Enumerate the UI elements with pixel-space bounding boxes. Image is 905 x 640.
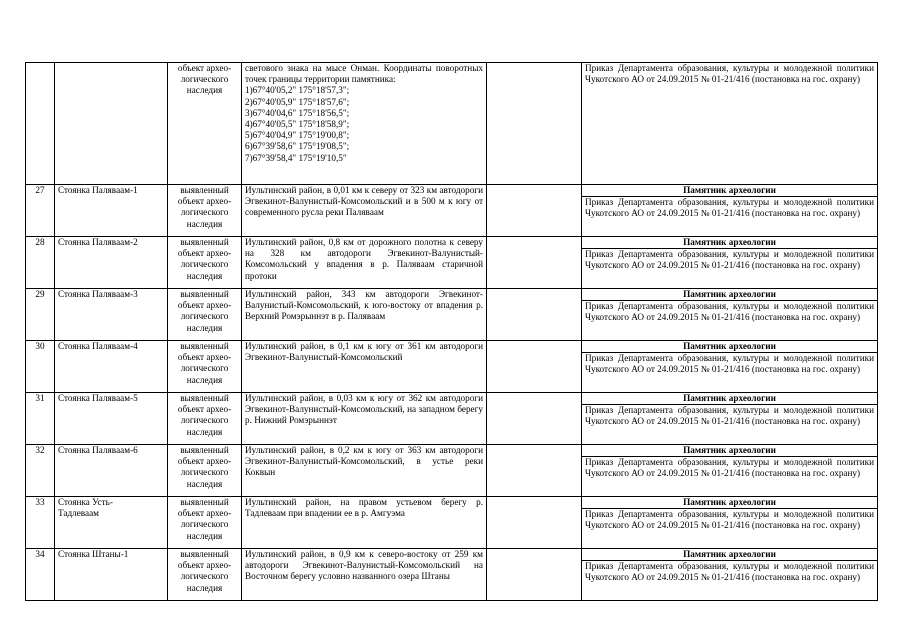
row-name: Стоянка Палявaам-1 <box>55 185 168 237</box>
row-category-cell: объект архео- логического наследия <box>168 63 242 185</box>
row-document <box>582 341 878 393</box>
monuments-table <box>25 62 878 601</box>
row-document-text: Приказ Департамента образования, культуры и молодежной политики Чукотского АО от 24.09.2015 № 01-21/416 (постановка на гос. охрану) <box>585 249 874 271</box>
row-number-cell <box>26 63 55 185</box>
table-row <box>26 393 878 445</box>
row-category: выявленный объект архео- логического наследия <box>168 289 242 341</box>
table-row <box>26 289 878 341</box>
row-name: Стоянка Палявaам-2 <box>55 237 168 289</box>
row-empty-cell <box>487 549 582 601</box>
row-name: Стоянка Штаны-1 <box>55 549 168 601</box>
row-category: выявленный объект архео- логического наследия <box>168 237 242 289</box>
row-number: 31 <box>26 393 55 445</box>
row-document-heading: Памятник археологии <box>582 393 877 405</box>
row-document <box>582 393 878 445</box>
table-row <box>26 185 878 237</box>
row-document-heading: Памятник археологии <box>582 185 877 197</box>
row-location-cell: светового знака на мысе Онман. Координаты поворотных точек границы территории памятника: 1)67°40'05,2" 175°18'57,3"; 2)67°40'05,9" 175°18'57,6"; 3)67°40'04,6" 175°18'56,5"; 4)67°40'05,5" 175°18'58,9"; 5)67°40'04,9" 175°19'00,8"; 6)67°39'58,6" 175°19'08,5"; 7)67°39'58,4" 175°19'10,5" <box>242 63 487 185</box>
row-number: 30 <box>26 341 55 393</box>
row-document <box>582 237 878 289</box>
table-row <box>26 341 878 393</box>
row-number: 27 <box>26 185 55 237</box>
row-category: выявленный объект архео- логического наследия <box>168 393 242 445</box>
table-row <box>26 237 878 289</box>
row-location: Иультинский район, в 0,1 км к югу от 361 км автодороги Эгвекинот-Валунистый-Комсомольский <box>242 341 487 393</box>
row-document-cell: Приказ Департамента образования, культуры и молодежной политики Чукотского АО от 24.09.2015 № 01-21/416 (постановка на гос. охрану) <box>582 63 878 185</box>
row-empty-cell <box>487 237 582 289</box>
row-empty-cell <box>487 393 582 445</box>
row-category: выявленный объект архео- логического наследия <box>168 549 242 601</box>
row-document-text: Приказ Департамента образования, культуры и молодежной политики Чукотского АО от 24.09.2015 № 01-21/416 (постановка на гос. охрану) <box>585 301 874 323</box>
row-location: Иультинский район, 343 км автодороги Эгвекинот-Валунистый-Комсомольский, к юго-востоку от впадения р. Верхний Ромэрыннэт в р. Палявaам <box>242 289 487 341</box>
row-document <box>582 185 878 237</box>
row-document <box>582 289 878 341</box>
row-category: выявленный объект архео- логического наследия <box>168 445 242 497</box>
table-row <box>26 549 878 601</box>
row-location: Иультинский район, в 0,03 км к югу от 362 км автодороги Эгвекинот-Валунистый-Комсомольский, на западном берегу р. Нижний Ромэрыннэт <box>242 393 487 445</box>
row-number: 28 <box>26 237 55 289</box>
row-empty-cell <box>487 497 582 549</box>
row-document <box>582 497 878 549</box>
row-name: Стоянка Усть- Тадлеваам <box>55 497 168 549</box>
row-category: выявленный объект архео- логического наследия <box>168 341 242 393</box>
row-document-text: Приказ Департамента образования, культуры и молодежной политики Чукотского АО от 24.09.2015 № 01-21/416 (постановка на гос. охрану) <box>585 509 874 531</box>
row-document-text: Приказ Департамента образования, культуры и молодежной политики Чукотского АО от 24.09.2015 № 01-21/416 (постановка на гос. охрану) <box>585 405 874 427</box>
row-document-heading: Памятник археологии <box>582 341 877 353</box>
row-document-text: Приказ Департамента образования, культуры и молодежной политики Чукотского АО от 24.09.2015 № 01-21/416 (постановка на гос. охрану) <box>585 561 874 583</box>
row-name: Стоянка Палявaам-3 <box>55 289 168 341</box>
row-empty-cell <box>487 185 582 237</box>
row-document-heading: Памятник археологии <box>582 289 877 301</box>
row-document <box>582 549 878 601</box>
row-location: Иультинский район, в 0,2 км к югу от 363 км автодороги Эгвекинот-Валунистый-Комсомольский, в устье реки Коквын <box>242 445 487 497</box>
row-empty-cell <box>487 445 582 497</box>
table-row-continued <box>26 63 878 185</box>
row-location: Иультинский район, 0,8 км от дорожного полотна к северу на 328 км автодороги Эгвекинот-Валунистый-Комсомольский у впадения в р. Палявaам старичной протоки <box>242 237 487 289</box>
row-empty-cell <box>487 63 582 185</box>
row-category: выявленный объект архео- логического наследия <box>168 497 242 549</box>
row-document-text: Приказ Департамента образования, культуры и молодежной политики Чукотского АО от 24.09.2015 № 01-21/416 (постановка на гос. охрану) <box>585 197 874 219</box>
row-document-heading: Памятник археологии <box>582 549 877 561</box>
row-number: 32 <box>26 445 55 497</box>
row-name-cell <box>55 63 168 185</box>
row-document-text: Приказ Департамента образования, культуры и молодежной политики Чукотского АО от 24.09.2015 № 01-21/416 (постановка на гос. охрану) <box>585 457 874 479</box>
row-name: Стоянка Палявaам-4 <box>55 341 168 393</box>
row-empty-cell <box>487 289 582 341</box>
row-category: выявленный объект архео- логического наследия <box>168 185 242 237</box>
row-document <box>582 445 878 497</box>
row-number: 29 <box>26 289 55 341</box>
row-document-text: Приказ Департамента образования, культуры и молодежной политики Чукотского АО от 24.09.2015 № 01-21/416 (постановка на гос. охрану) <box>585 353 874 375</box>
row-name: Стоянка Палявaам-5 <box>55 393 168 445</box>
row-number: 33 <box>26 497 55 549</box>
row-document-heading: Памятник археологии <box>582 237 877 249</box>
row-document-heading: Памятник археологии <box>582 497 877 509</box>
table-row <box>26 497 878 549</box>
table-row <box>26 445 878 497</box>
row-location: Иультинский район, в 0,9 км к северо-востоку от 259 км автодороги Эгвекинот-Валунистый-Комсомольский на Восточном берегу условно названного озера Штаны <box>242 549 487 601</box>
row-location: Иультинский район, на правом устьевом берегу р. Тадлеваам при впадении ее в р. Амгуэма <box>242 497 487 549</box>
row-number: 34 <box>26 549 55 601</box>
row-document-heading: Памятник археологии <box>582 445 877 457</box>
row-name: Стоянка Палявaам-6 <box>55 445 168 497</box>
row-location: Иультинский район, в 0,01 км к северу от 323 км автодороги Эгвекинот-Валунистый-Комсомольский и в 500 м к югу от современного русла реки Палявaам <box>242 185 487 237</box>
row-empty-cell <box>487 341 582 393</box>
